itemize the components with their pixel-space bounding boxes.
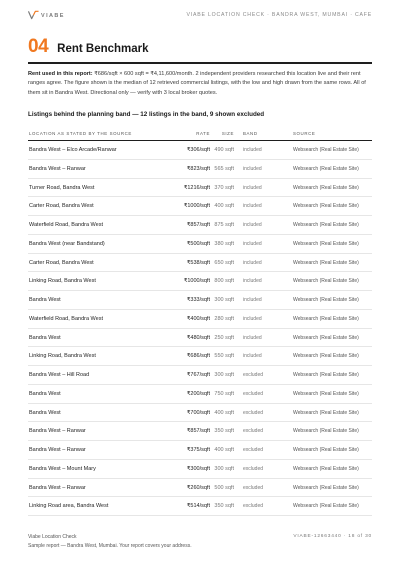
- cell-source: Websearch (Real Estate Site): [293, 222, 359, 228]
- cell-source: Websearch (Real Estate Site): [293, 278, 359, 285]
- cell-location: Bandra West: [29, 334, 61, 341]
- cell-size: 750 sqft: [214, 390, 234, 397]
- table-row: [28, 329, 372, 348]
- cell-source: Websearch (Real Estate Site): [293, 465, 359, 472]
- cell-rate: ₹1000/sqft: [183, 278, 210, 285]
- cell-band: included: [243, 147, 262, 153]
- cell-rate: ₹514/sqft: [186, 503, 210, 510]
- cell-size: 400 sqft: [214, 203, 234, 210]
- cell-rate: ₹857/sqft: [186, 428, 210, 435]
- header-location: LOCATION AS STATED BY THE SOURCE: [29, 131, 132, 136]
- cell-band: excluded: [243, 390, 264, 397]
- cell-size: 350 sqft: [214, 428, 234, 435]
- table-title: Listings behind the planning band — 12 listings in the band, 9 shown excluded: [28, 111, 265, 118]
- table-row: [28, 460, 372, 479]
- table-header: [28, 128, 372, 141]
- cell-band: excluded: [243, 372, 264, 378]
- cell-rate: ₹1216/sqft: [183, 184, 210, 191]
- cell-location: Bandra West: [29, 409, 61, 416]
- cell-band: included: [243, 278, 262, 285]
- table-row: [28, 254, 372, 273]
- cell-size: 380 sqft: [214, 240, 234, 247]
- table-row: [28, 479, 372, 498]
- cell-band: excluded: [243, 465, 264, 472]
- table-body: [28, 141, 372, 516]
- cell-rate: ₹375/sqft: [186, 447, 210, 453]
- table-row: [28, 497, 372, 516]
- cell-location: Bandra West – Ranwar: [29, 484, 86, 491]
- cell-size: 565 sqft: [214, 165, 234, 172]
- cell-rate: ₹400/sqft: [186, 315, 210, 322]
- cell-band: included: [243, 315, 262, 322]
- header-source: SOURCE: [293, 131, 316, 136]
- table-row: [28, 291, 372, 310]
- cell-source: Websearch (Real Estate Site): [293, 334, 359, 341]
- cell-rate: ₹300/sqft: [186, 465, 210, 472]
- footer-page-id: VIABE-12663440 · 18 of 30: [293, 534, 372, 539]
- header-size: SIZE: [221, 131, 234, 136]
- viabe-logo-icon: [28, 10, 39, 20]
- cell-band: excluded: [243, 428, 264, 435]
- cell-location: Bandra West: [29, 297, 61, 303]
- section-title: Rent Benchmark: [57, 43, 149, 55]
- cell-location: Linking Road area, Bandra West: [29, 503, 109, 510]
- intro-text: ₹686/sqft × 600 sqft = ₹4,11,600/month. 2 independent providers researched this location live and their rent ranges agree. The figure shown is the median of 12 retrieved commercial listings, with the low and high drawn from the same rows. All of them sit in Bandra West. Directional only — verify with 3 local broker quotes.: [28, 71, 366, 96]
- cell-source: Websearch (Real Estate Site): [293, 447, 359, 453]
- cell-rate: ₹500/sqft: [186, 240, 210, 247]
- cell-location: Carter Road, Bandra West: [29, 203, 94, 210]
- footer-note: Sample report — Bandra West, Mumbai. Your report covers your address.: [28, 543, 192, 549]
- intro-label: Rent used in this report:: [28, 71, 93, 77]
- table-row: [28, 441, 372, 460]
- cell-source: Websearch (Real Estate Site): [293, 147, 359, 153]
- cell-location: Waterfield Road, Bandra West: [29, 222, 103, 228]
- cell-rate: ₹1000/sqft: [183, 203, 210, 210]
- cell-band: included: [243, 297, 262, 303]
- cell-location: Bandra West – Ranwar: [29, 165, 86, 172]
- cell-source: Websearch (Real Estate Site): [293, 390, 359, 397]
- cell-size: 875 sqft: [214, 222, 234, 228]
- cell-band: included: [243, 334, 262, 341]
- cell-rate: ₹200/sqft: [186, 390, 210, 397]
- table-row: [28, 235, 372, 254]
- cell-size: 490 sqft: [214, 147, 234, 153]
- cell-rate: ₹306/sqft: [186, 147, 210, 153]
- cell-size: 400 sqft: [214, 409, 234, 416]
- cell-location: Bandra West: [29, 390, 61, 397]
- cell-source: Websearch (Real Estate Site): [293, 315, 359, 322]
- cell-size: 650 sqft: [214, 259, 234, 266]
- table-row: [28, 141, 372, 160]
- cell-size: 400 sqft: [214, 447, 234, 453]
- cell-source: Websearch (Real Estate Site): [293, 503, 359, 510]
- cell-location: Bandra West – Hill Road: [29, 372, 90, 378]
- page-header: [28, 10, 372, 22]
- table-row: [28, 310, 372, 329]
- cell-size: 500 sqft: [214, 484, 234, 491]
- cell-location: Carter Road, Bandra West: [29, 259, 94, 266]
- cell-size: 250 sqft: [214, 334, 234, 341]
- cell-rate: ₹686/sqft: [186, 353, 210, 360]
- table-row: [28, 216, 372, 235]
- cell-band: included: [243, 203, 262, 210]
- table-row: [28, 366, 372, 385]
- page-footer: [28, 534, 372, 549]
- cell-band: excluded: [243, 447, 264, 453]
- cell-band: included: [243, 184, 262, 191]
- cell-location: Linking Road, Bandra West: [29, 278, 96, 285]
- footer-brand: Viabe Location Check: [28, 534, 77, 540]
- table-row: [28, 347, 372, 366]
- cell-rate: ₹538/sqft: [186, 259, 210, 266]
- heading-divider: [28, 62, 372, 64]
- cell-rate: ₹823/sqft: [186, 165, 210, 172]
- cell-band: included: [243, 259, 262, 266]
- cell-location: Linking Road, Bandra West: [29, 353, 96, 360]
- cell-rate: ₹767/sqft: [186, 372, 210, 378]
- cell-size: 550 sqft: [214, 353, 234, 360]
- cell-location: Bandra West – Mount Mary: [29, 465, 96, 472]
- cell-location: Bandra West – Ranwar: [29, 447, 86, 453]
- cell-location: Waterfield Road, Bandra West: [29, 315, 103, 322]
- table-row: [28, 272, 372, 291]
- cell-size: 300 sqft: [214, 465, 234, 472]
- cell-source: Websearch (Real Estate Site): [293, 184, 359, 191]
- cell-location: Bandra West – Elco Arcade/Ranwar: [29, 147, 117, 153]
- logo: [28, 10, 65, 20]
- cell-location: Turner Road, Bandra West: [29, 184, 95, 191]
- cell-rate: ₹260/sqft: [186, 484, 210, 491]
- cell-band: included: [243, 240, 262, 247]
- cell-size: 300 sqft: [214, 297, 234, 303]
- header-rate: RATE: [196, 131, 210, 136]
- cell-location: Bandra West (near Bandstand): [29, 240, 105, 247]
- table-row: [28, 422, 372, 441]
- cell-source: Websearch (Real Estate Site): [293, 259, 359, 266]
- cell-band: included: [243, 165, 262, 172]
- cell-size: 370 sqft: [214, 184, 234, 191]
- cell-band: included: [243, 222, 262, 228]
- section-number: 04: [28, 36, 49, 57]
- section-heading: [28, 36, 149, 58]
- cell-band: excluded: [243, 503, 264, 510]
- cell-location: Bandra West – Ranwar: [29, 428, 86, 435]
- cell-source: Websearch (Real Estate Site): [293, 428, 359, 435]
- cell-source: Websearch (Real Estate Site): [293, 353, 359, 360]
- cell-band: included: [243, 353, 262, 360]
- cell-source: Websearch (Real Estate Site): [293, 165, 359, 172]
- cell-size: 800 sqft: [214, 278, 234, 285]
- cell-source: Websearch (Real Estate Site): [293, 484, 359, 491]
- cell-source: Websearch (Real Estate Site): [293, 240, 359, 247]
- header-report-label: VIABE LOCATION CHECK · BANDRA WEST, MUMBAI · CAFE: [186, 12, 372, 18]
- cell-band: excluded: [243, 484, 264, 491]
- cell-size: 300 sqft: [214, 372, 234, 378]
- table-row: [28, 179, 372, 198]
- cell-rate: ₹700/sqft: [186, 409, 210, 416]
- cell-rate: ₹857/sqft: [186, 222, 210, 228]
- cell-source: Websearch (Real Estate Site): [293, 297, 359, 303]
- table-row: [28, 197, 372, 216]
- intro-paragraph: [28, 70, 374, 98]
- cell-rate: ₹480/sqft: [186, 334, 210, 341]
- cell-rate: ₹333/sqft: [186, 297, 210, 303]
- cell-source: Websearch (Real Estate Site): [293, 372, 359, 378]
- cell-band: excluded: [243, 409, 264, 416]
- logo-text: VIABE: [41, 12, 65, 19]
- cell-size: 350 sqft: [214, 503, 234, 510]
- header-band: BAND: [243, 131, 258, 136]
- table-row: [28, 385, 372, 404]
- cell-size: 280 sqft: [214, 315, 234, 322]
- table-row: [28, 160, 372, 179]
- cell-source: Websearch (Real Estate Site): [293, 203, 359, 210]
- cell-source: Websearch (Real Estate Site): [293, 409, 359, 416]
- table-row: [28, 404, 372, 423]
